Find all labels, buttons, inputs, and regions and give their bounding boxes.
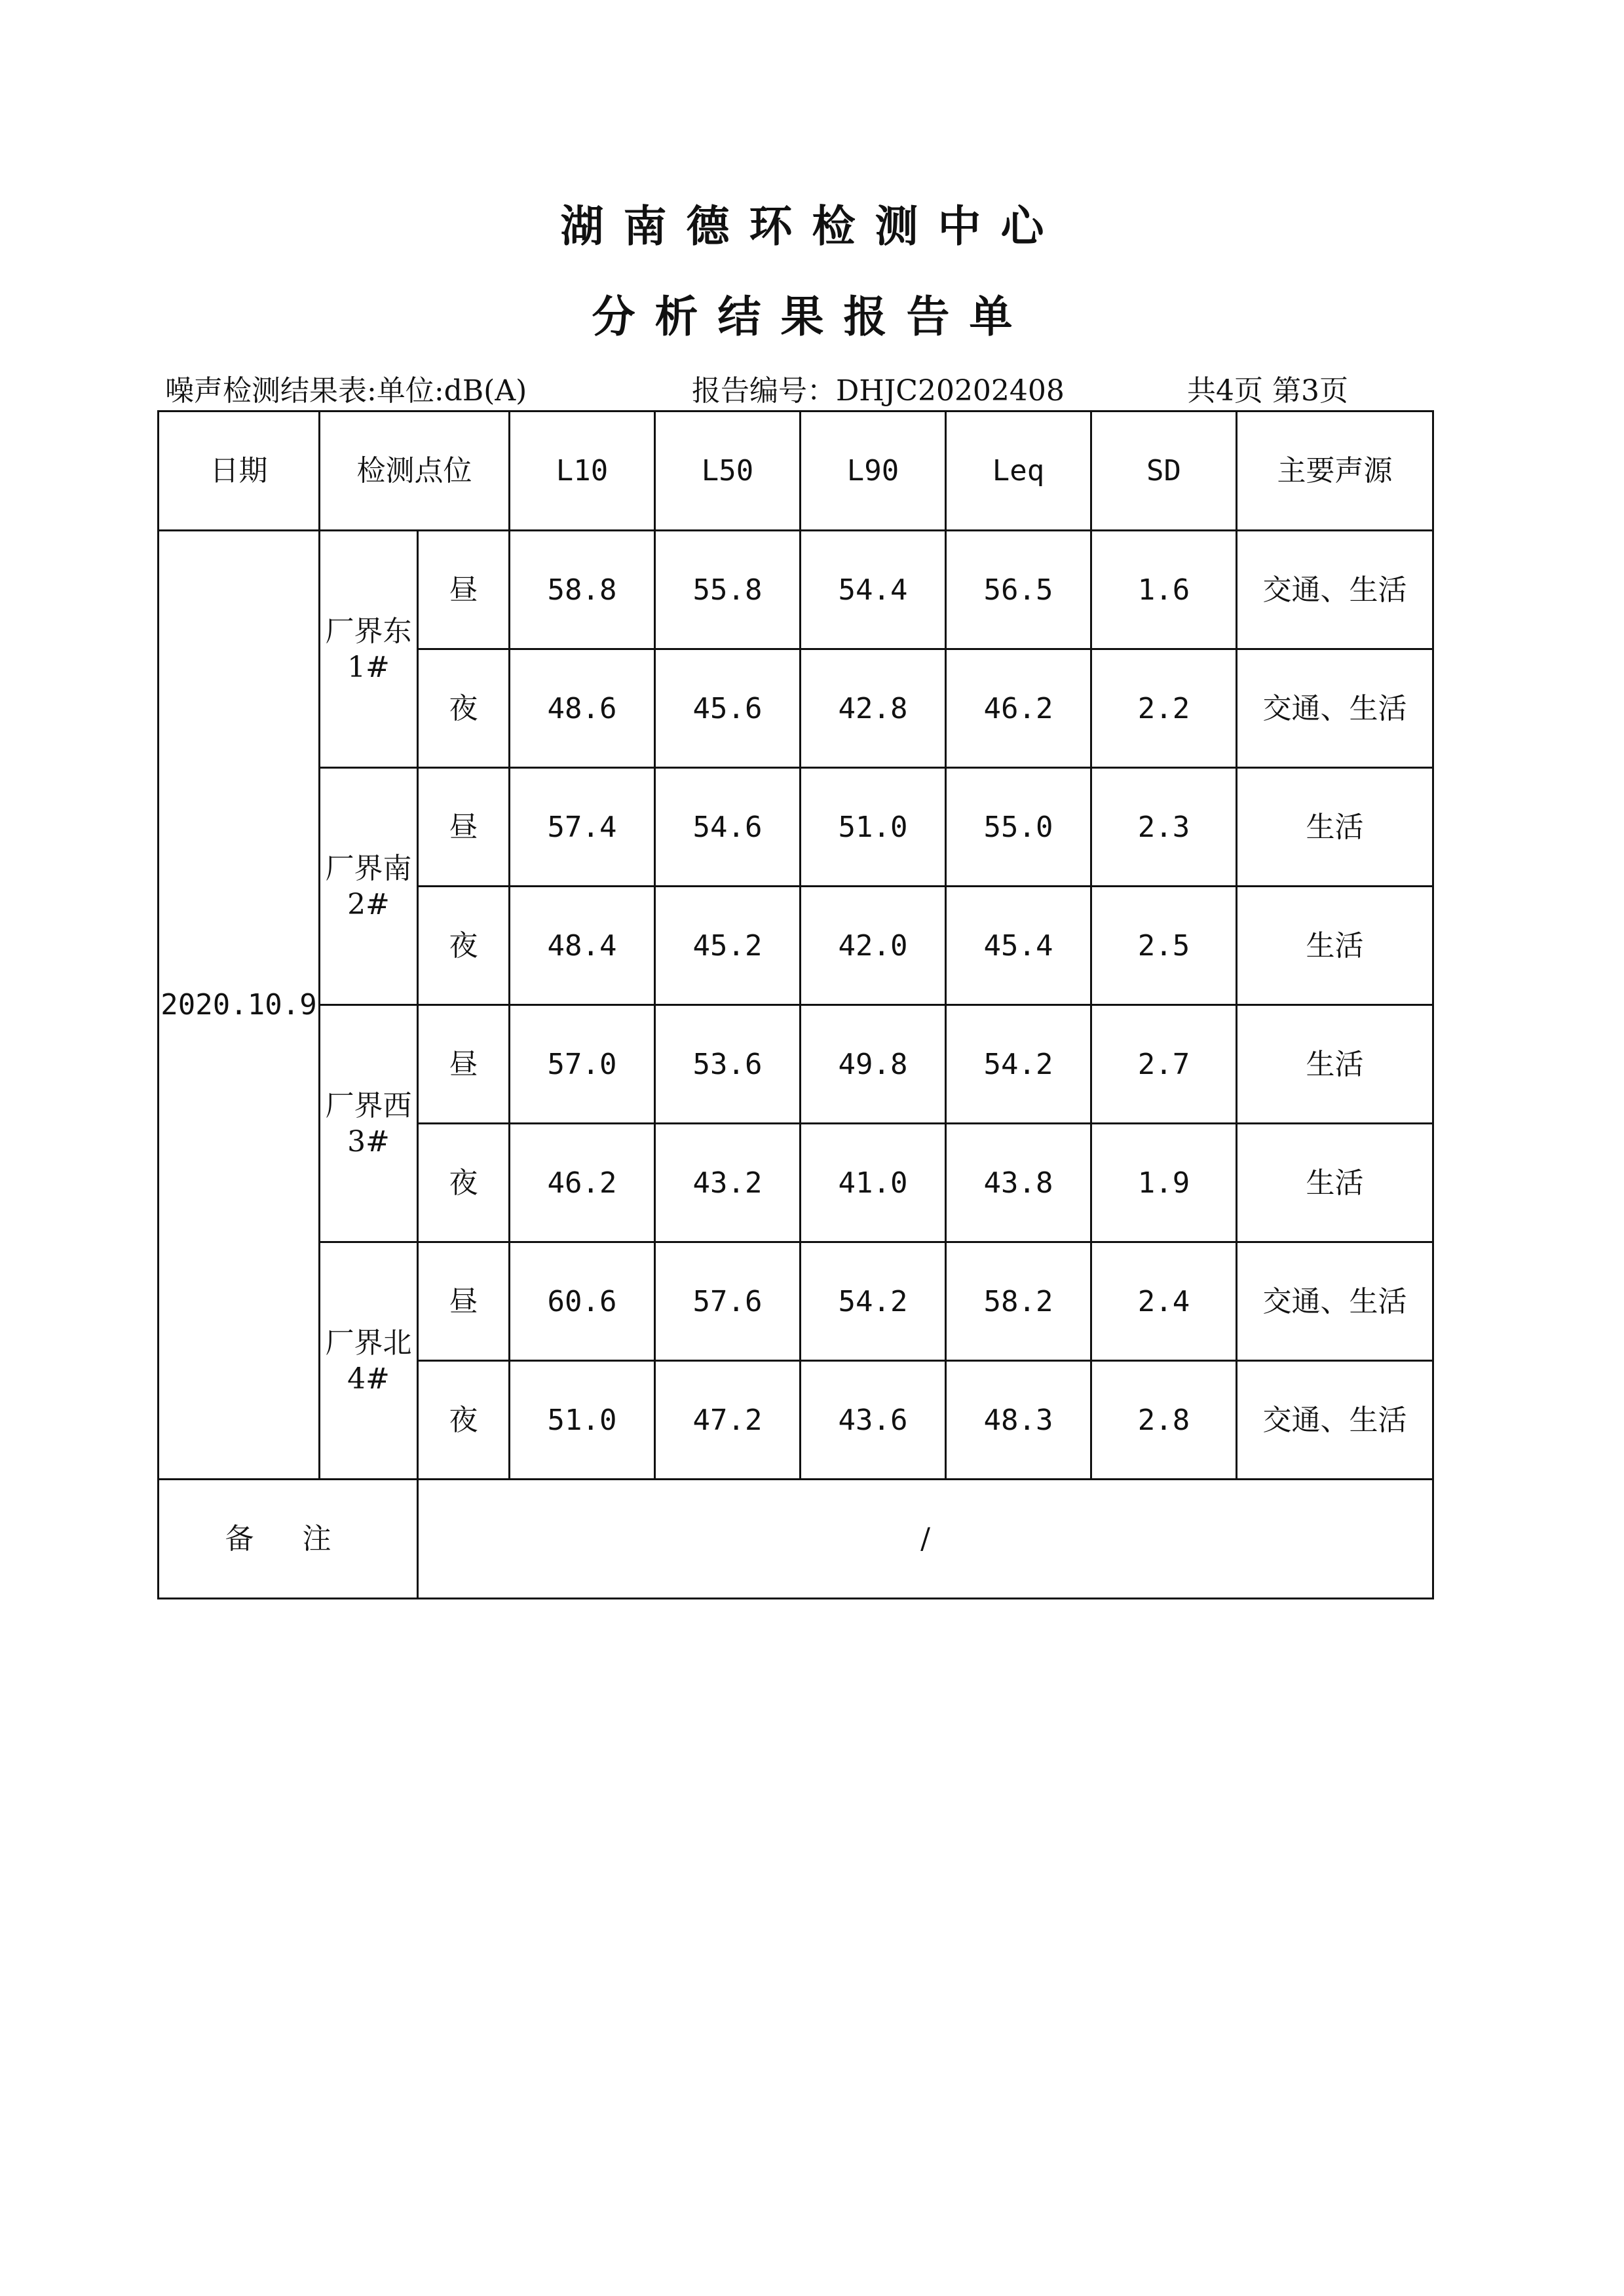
- l90-cell: 42.0: [801, 887, 946, 1005]
- point-name: 厂界南: [325, 851, 412, 885]
- l90-cell: 41.0: [801, 1124, 946, 1242]
- leq-cell: 43.8: [946, 1124, 1091, 1242]
- l90-cell: 49.8: [801, 1005, 946, 1124]
- l10-cell: 57.0: [510, 1005, 655, 1124]
- l90-cell: 54.4: [801, 531, 946, 649]
- l90-cell: 54.2: [801, 1242, 946, 1361]
- source-cell: 生活: [1237, 1124, 1433, 1242]
- point-code: 4#: [347, 1362, 390, 1396]
- noise-results-table: [157, 410, 1434, 1599]
- point-cell: [320, 1005, 418, 1242]
- table-row: [159, 1005, 1433, 1124]
- point-cell: [320, 531, 418, 768]
- col-header-leq: Leq: [946, 411, 1091, 531]
- leq-cell: 58.2: [946, 1242, 1091, 1361]
- col-header-l10: L10: [510, 411, 655, 531]
- l10-cell: 58.8: [510, 531, 655, 649]
- l50-cell: 54.6: [655, 768, 801, 887]
- remark-label: 备 注: [159, 1480, 418, 1599]
- l10-cell: 48.6: [510, 649, 655, 768]
- leq-cell: 48.3: [946, 1361, 1091, 1480]
- leq-cell: 55.0: [946, 768, 1091, 887]
- l50-cell: 45.6: [655, 649, 801, 768]
- date-cell: 2020.10.9: [159, 531, 320, 1480]
- source-cell: 生活: [1237, 887, 1433, 1005]
- l10-cell: 57.4: [510, 768, 655, 887]
- l50-cell: 55.8: [655, 531, 801, 649]
- page-info: 共4页 第3页: [1187, 374, 1348, 408]
- l10-cell: 60.6: [510, 1242, 655, 1361]
- remark-row: [159, 1480, 1433, 1599]
- sd-cell: 1.6: [1091, 531, 1237, 649]
- source-cell: 交通、生活: [1237, 649, 1433, 768]
- period-cell: 昼: [418, 531, 510, 649]
- period-cell: 夜: [418, 1361, 510, 1480]
- l50-cell: 57.6: [655, 1242, 801, 1361]
- period-cell: 昼: [418, 768, 510, 887]
- l50-cell: 43.2: [655, 1124, 801, 1242]
- org-title: 湖南德环检测中心: [560, 201, 1064, 252]
- period-cell: 夜: [418, 1124, 510, 1242]
- document-title: 分析结果报告单: [592, 292, 1032, 342]
- source-cell: 生活: [1237, 1005, 1433, 1124]
- table-row: [159, 531, 1433, 649]
- point-name: 厂界东: [325, 614, 412, 648]
- leq-cell: 45.4: [946, 887, 1091, 1005]
- sd-cell: 2.4: [1091, 1242, 1237, 1361]
- period-cell: 昼: [418, 1242, 510, 1361]
- leq-cell: 54.2: [946, 1005, 1091, 1124]
- leq-cell: 46.2: [946, 649, 1091, 768]
- red-seal-fragment: [1575, 359, 1614, 621]
- point-name: 厂界北: [325, 1326, 412, 1360]
- point-name: 厂界西: [325, 1088, 412, 1122]
- col-header-sd: SD: [1091, 411, 1237, 531]
- remark-value: /: [418, 1480, 1433, 1599]
- col-header-date: 日期: [159, 411, 320, 531]
- sd-cell: 2.2: [1091, 649, 1237, 768]
- l90-cell: 43.6: [801, 1361, 946, 1480]
- sd-cell: 2.7: [1091, 1005, 1237, 1124]
- point-code: 3#: [347, 1124, 390, 1158]
- col-header-point: 检测点位: [320, 411, 510, 531]
- point-code: 2#: [347, 887, 390, 921]
- sd-cell: 1.9: [1091, 1124, 1237, 1242]
- l90-cell: 42.8: [801, 649, 946, 768]
- l10-cell: 46.2: [510, 1124, 655, 1242]
- leq-cell: 56.5: [946, 531, 1091, 649]
- sd-cell: 2.3: [1091, 768, 1237, 887]
- source-cell: 交通、生活: [1237, 531, 1433, 649]
- period-cell: 夜: [418, 887, 510, 1005]
- source-cell: 生活: [1237, 768, 1433, 887]
- l50-cell: 47.2: [655, 1361, 801, 1480]
- l10-cell: 51.0: [510, 1361, 655, 1480]
- source-cell: 交通、生活: [1237, 1361, 1433, 1480]
- period-cell: 夜: [418, 649, 510, 768]
- col-header-l90: L90: [801, 411, 946, 531]
- point-cell: [320, 768, 418, 1005]
- report-number: 报告编号：DHJC20202408: [692, 374, 1065, 408]
- point-cell: [320, 1242, 418, 1480]
- col-header-source: 主要声源: [1237, 411, 1433, 531]
- sd-cell: 2.8: [1091, 1361, 1237, 1480]
- col-header-l50: L50: [655, 411, 801, 531]
- l10-cell: 48.4: [510, 887, 655, 1005]
- l90-cell: 51.0: [801, 768, 946, 887]
- table-label: 噪声检测结果表:单位:dB(A): [165, 374, 527, 408]
- header-row: [159, 411, 1433, 531]
- point-code: 1#: [347, 650, 390, 684]
- source-cell: 交通、生活: [1237, 1242, 1433, 1361]
- table-row: [159, 1242, 1433, 1361]
- period-cell: 昼: [418, 1005, 510, 1124]
- l50-cell: 53.6: [655, 1005, 801, 1124]
- l50-cell: 45.2: [655, 887, 801, 1005]
- sd-cell: 2.5: [1091, 887, 1237, 1005]
- table-row: [159, 768, 1433, 887]
